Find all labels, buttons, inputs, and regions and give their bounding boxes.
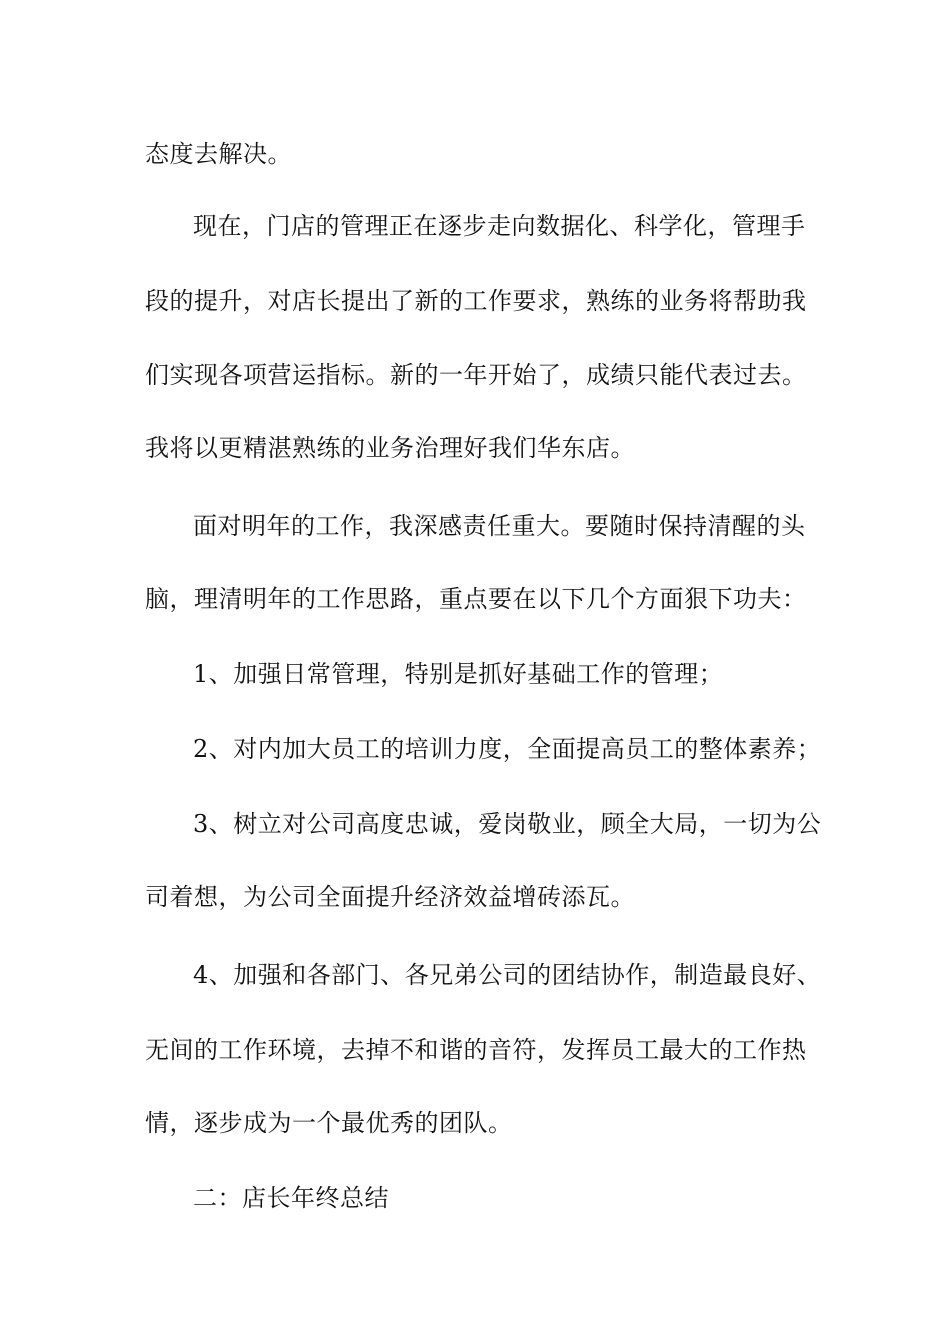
text-line: 段的提升，对店长提出了新的工作要求，熟练的业务将帮助我 [145, 287, 807, 315]
section-heading: 二：店长年终总结 [193, 1184, 389, 1212]
text-line: 无间的工作环境，去掉不和谐的音符，发挥员工最大的工作热 [145, 1036, 807, 1064]
paragraph-start-line: 现在，门店的管理正在逐步走向数据化、科学化，管理手 [193, 212, 806, 240]
list-item-3: 3、树立对公司高度忠诚，爱岗敬业，顾全大局，一切为公 [193, 810, 822, 838]
list-item-4: 4、加强和各部门、各兄弟公司的团结协作，制造最良好、 [193, 961, 822, 989]
text-line: 情，逐步成为一个最优秀的团队。 [145, 1109, 513, 1137]
list-item-2: 2、对内加大员工的培训力度，全面提高员工的整体素养； [193, 735, 822, 763]
text-line: 脑，理清明年的工作思路，重点要在以下几个方面狠下功夫： [145, 585, 807, 613]
text-line: 态度去解决。 [145, 140, 292, 168]
list-item-1: 1、加强日常管理，特别是抓好基础工作的管理； [193, 660, 724, 688]
paragraph-start-line: 面对明年的工作，我深感责任重大。要随时保持清醒的头 [193, 512, 806, 540]
text-line: 司着想，为公司全面提升经济效益增砖添瓦。 [145, 883, 635, 911]
text-line: 我将以更精湛熟练的业务治理好我们华东店。 [145, 434, 635, 462]
text-line: 们实现各项营运指标。新的一年开始了，成绩只能代表过去。 [145, 361, 807, 389]
